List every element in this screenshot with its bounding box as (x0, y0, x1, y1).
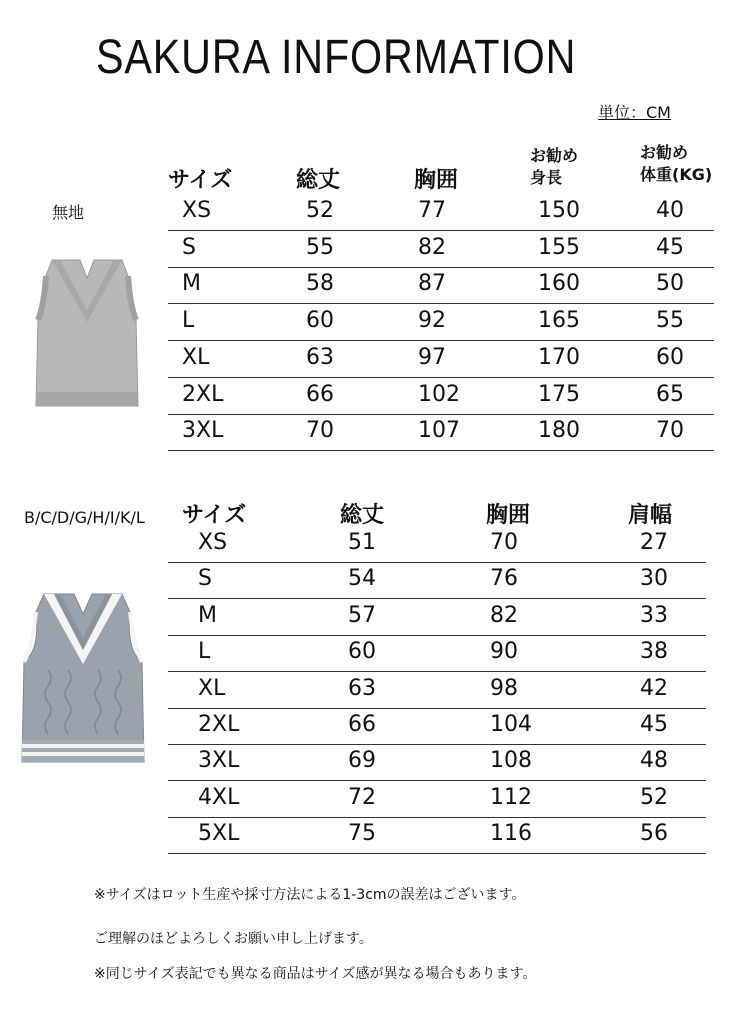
value-cell: 45 (656, 234, 684, 260)
value-cell: 112 (490, 784, 532, 810)
note-fit-variation: ※同じサイズ表記でも異なる商品はサイズ感が異なる場合もあります。 (94, 966, 537, 982)
value-cell: 27 (640, 530, 668, 555)
header-length: 総丈 (340, 503, 385, 528)
value-cell: 63 (348, 675, 376, 701)
value-cell: 92 (418, 308, 446, 334)
value-cell: 77 (418, 198, 446, 223)
value-cell: 108 (490, 748, 532, 774)
value-cell: 165 (538, 308, 580, 334)
value-cell: 50 (656, 271, 684, 297)
size-cell: S (182, 234, 196, 260)
size-cell: XL (182, 344, 210, 370)
value-cell: 33 (640, 602, 668, 628)
size-cell: 3XL (182, 418, 224, 444)
value-cell: 65 (656, 381, 684, 407)
value-cell: 75 (348, 821, 376, 847)
table-row (168, 526, 706, 563)
table-row (168, 672, 706, 709)
value-cell: 70 (490, 530, 518, 555)
header-weight: お勧め 体重(KG) (640, 143, 713, 184)
plain-vest-image (22, 256, 152, 418)
table-row (168, 562, 706, 599)
value-cell: 87 (418, 271, 446, 297)
size-cell: L (198, 639, 211, 665)
value-cell: 60 (348, 639, 376, 665)
value-cell: 170 (538, 344, 580, 370)
size-cell: 2XL (198, 712, 240, 737)
table-row (168, 267, 714, 304)
value-cell: 52 (306, 198, 334, 223)
value-cell: 155 (538, 234, 580, 260)
value-cell: 97 (418, 344, 446, 370)
table-row (168, 635, 706, 672)
value-cell: 70 (656, 418, 684, 444)
value-cell: 66 (348, 712, 376, 737)
value-cell: 63 (306, 344, 334, 370)
header-size: サイズ (168, 168, 233, 193)
value-cell: 82 (490, 602, 518, 628)
size-cell: 4XL (198, 784, 240, 810)
value-cell: 45 (640, 712, 668, 737)
header-size: サイズ (182, 503, 247, 528)
table-row (168, 304, 714, 341)
table-row (168, 744, 706, 781)
size-cell: M (198, 602, 217, 628)
size-cell: M (182, 271, 201, 297)
value-cell: 98 (490, 675, 518, 701)
value-cell: 58 (306, 271, 334, 297)
striped-vest-label: B/C/D/G/H/I/K/L (24, 508, 145, 527)
value-cell: 57 (348, 602, 376, 628)
value-cell: 102 (418, 381, 460, 407)
size-cell: 2XL (182, 381, 224, 407)
table-row (168, 378, 714, 415)
value-cell: 55 (306, 234, 334, 260)
value-cell: 160 (538, 271, 580, 297)
value-cell: 90 (490, 639, 518, 665)
table-row (168, 414, 714, 451)
value-cell: 60 (306, 308, 334, 334)
size-cell: XL (198, 675, 226, 701)
value-cell: 42 (640, 675, 668, 701)
note-thanks: ご理解のほどよろしくお願い申し上げます。 (94, 931, 373, 947)
size-cell: S (198, 566, 212, 592)
plain-vest-label: 無地 (52, 203, 85, 222)
value-cell: 38 (640, 639, 668, 665)
value-cell: 72 (348, 784, 376, 810)
table-row (168, 599, 706, 636)
value-cell: 60 (656, 344, 684, 370)
value-cell: 150 (538, 198, 580, 223)
value-cell: 51 (348, 530, 376, 555)
table-row (168, 194, 714, 231)
value-cell: 69 (348, 748, 376, 774)
value-cell: 107 (418, 418, 460, 444)
header-chest: 胸囲 (414, 168, 459, 193)
value-cell: 66 (306, 381, 334, 407)
value-cell: 55 (656, 308, 684, 334)
value-cell: 82 (418, 234, 446, 260)
value-cell: 54 (348, 566, 376, 592)
header-shoulder: 肩幅 (628, 503, 673, 528)
value-cell: 56 (640, 821, 668, 847)
value-cell: 70 (306, 418, 334, 444)
striped-vest-image (14, 590, 152, 768)
size-cell: 5XL (198, 821, 240, 847)
value-cell: 116 (490, 821, 532, 847)
table-row (168, 341, 714, 378)
value-cell: 40 (656, 198, 684, 223)
note-tolerance: ※サイズはロット生産や採寸方法による1-3cmの誤差はございます。 (94, 887, 526, 903)
table-row (168, 781, 706, 818)
unit-label: 単位：CM (598, 103, 671, 122)
size-cell: L (182, 308, 195, 334)
value-cell: 76 (490, 566, 518, 592)
value-cell: 52 (640, 784, 668, 810)
value-cell: 175 (538, 381, 580, 407)
value-cell: 48 (640, 748, 668, 774)
page-title: SAKURA INFORMATION (96, 31, 577, 84)
size-cell: XS (198, 530, 228, 555)
size-cell: XS (182, 198, 212, 223)
value-cell: 30 (640, 566, 668, 592)
header-length: 総丈 (296, 168, 341, 193)
table-row (168, 231, 714, 268)
value-cell: 180 (538, 418, 580, 444)
value-cell: 104 (490, 712, 532, 737)
header-chest: 胸囲 (486, 503, 531, 528)
header-height: お勧め 身長 (530, 146, 579, 187)
table-row (168, 708, 706, 745)
table-row (168, 817, 706, 854)
size-cell: 3XL (198, 748, 240, 774)
